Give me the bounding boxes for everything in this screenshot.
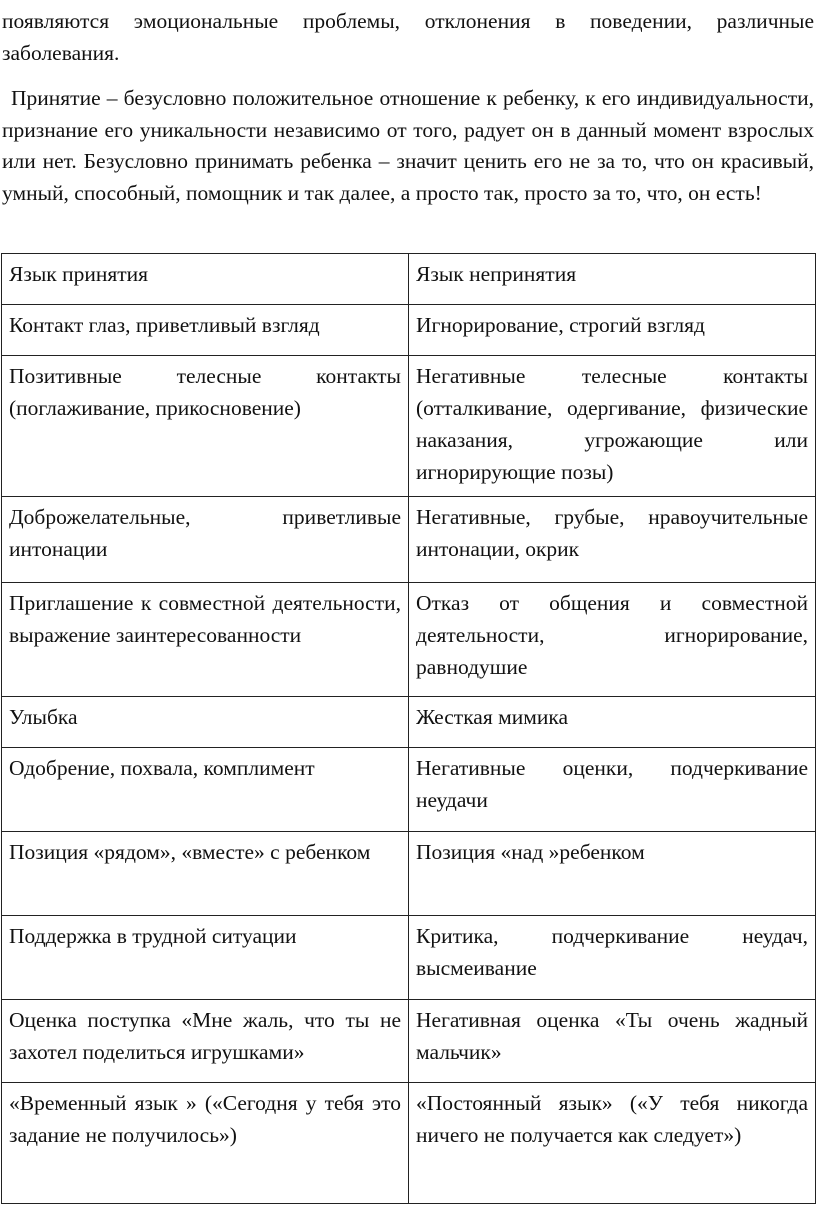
table-cell-acceptance: «Временный язык » («Сегодня у тебя это задание не получилось») — [2, 1083, 409, 1204]
table-cell-non-acceptance: Критика, подчеркивание неудач, высмеивание — [409, 916, 816, 1000]
table-cell-non-acceptance: Жесткая мимика — [409, 697, 816, 748]
table-row — [2, 1083, 816, 1204]
table-cell-non-acceptance: Негативная оценка «Ты очень жадный мальчик» — [409, 1000, 816, 1083]
table-cell-acceptance: Улыбка — [2, 697, 409, 748]
table-cell-acceptance: Доброжелательные, приветливые интонации — [2, 497, 409, 583]
table-cell-acceptance: Одобрение, похвала, комплимент — [2, 748, 409, 832]
table-header-row — [2, 254, 816, 305]
table-cell-acceptance: Приглашение к совместной деятельности, выражение заинтересованности — [2, 583, 409, 697]
table-row — [2, 697, 816, 748]
paragraph-acceptance-definition: Принятие – безусловно положительное отношение к ребенку, к его индивидуальности, признание его уникальности независимо от того, радует он в данный момент взрослых или нет. Безусловно принимать ребенка – значит ценить его не за то, что он красивый, умный, способный, помощник и так далее, а просто так, просто за то, что, он есть! — [2, 86, 814, 205]
table-cell-non-acceptance: Игнорирование, строгий взгляд — [409, 305, 816, 356]
table-cell-acceptance: Оценка поступка «Мне жаль, что ты не захотел поделиться игрушками» — [2, 1000, 409, 1083]
table-cell-non-acceptance: Отказ от общения и совместной деятельности, игнорирование, равнодушие — [409, 583, 816, 697]
table-cell-non-acceptance: Негативные оценки, подчеркивание неудачи — [409, 748, 816, 832]
table-header-non-acceptance: Язык непринятия — [409, 254, 816, 305]
table-row — [2, 916, 816, 1000]
acceptance-language-table — [1, 253, 816, 1204]
table-cell-non-acceptance: «Постоянный язык» («У тебя никогда ничего не получается как следует») — [409, 1083, 816, 1204]
table-row — [2, 305, 816, 356]
table-cell-acceptance: Поддержка в трудной ситуации — [2, 916, 409, 1000]
table-cell-acceptance: Контакт глаз, приветливый взгляд — [2, 305, 409, 356]
table-cell-non-acceptance: Негативные, грубые, нравоучительные интонации, окрик — [409, 497, 816, 583]
table-row — [2, 1000, 816, 1083]
paragraph-continuation: появляются эмоциональные проблемы, отклонения в поведении, различные заболевания. — [2, 9, 814, 65]
table-header-acceptance: Язык принятия — [2, 254, 409, 305]
table-cell-non-acceptance: Позиция «над »ребенком — [409, 832, 816, 916]
table-row — [2, 356, 816, 497]
table-cell-acceptance: Позитивные телесные контакты (поглаживание, прикосновение) — [2, 356, 409, 497]
table-cell-non-acceptance: Негативные телесные контакты (отталкивание, одергивание, физические наказания, угрожающие или игнорирующие позы) — [409, 356, 816, 497]
table-cell-acceptance: Позиция «рядом», «вместе» с ребенком — [2, 832, 409, 916]
table-row — [2, 497, 816, 583]
table-row — [2, 832, 816, 916]
table-row — [2, 583, 816, 697]
table-row — [2, 748, 816, 832]
